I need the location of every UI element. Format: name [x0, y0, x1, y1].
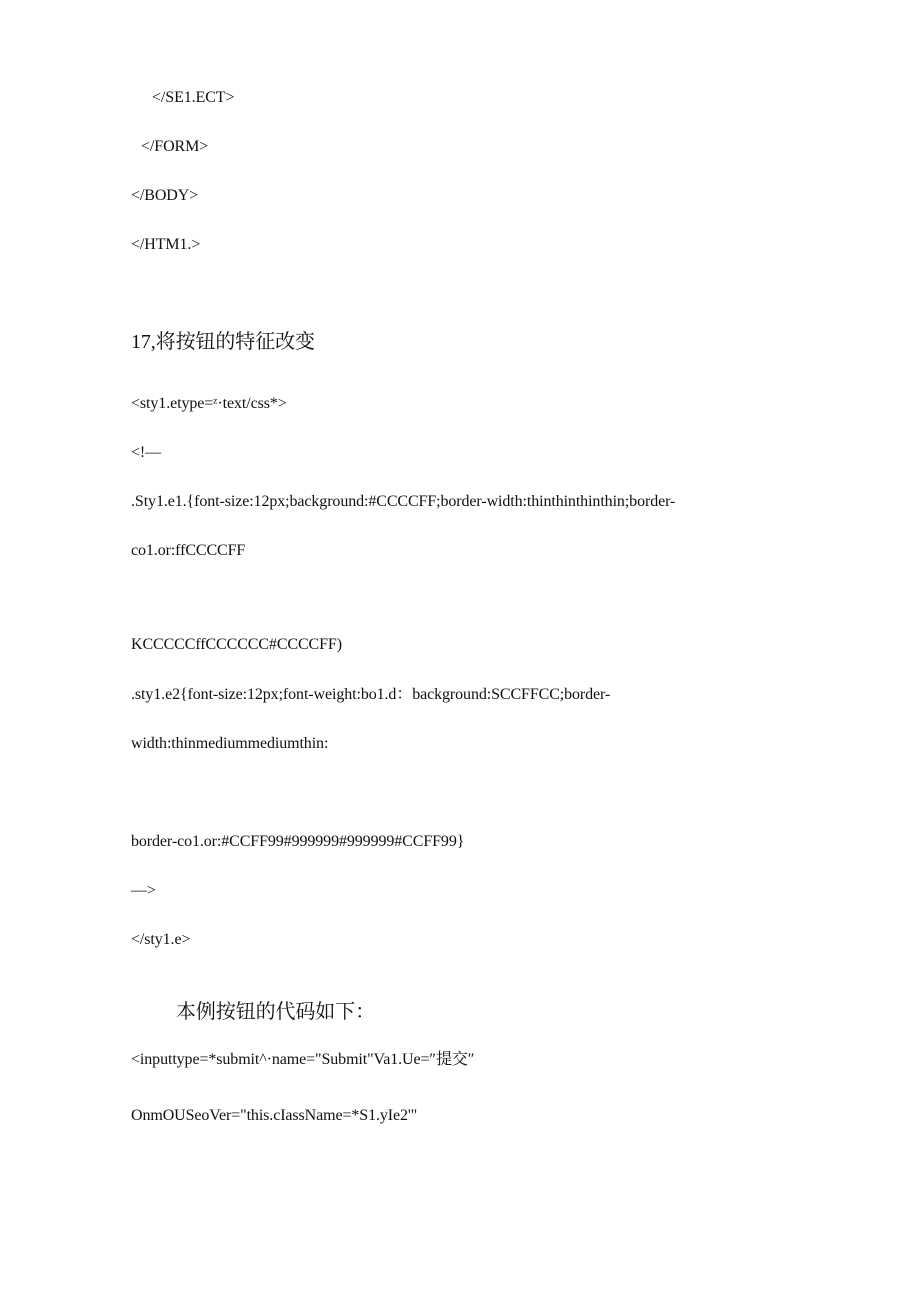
text-line-style2-color: border-co1.or:#CCFF99#999999#999999#CCFF99} [131, 833, 465, 850]
text-line-style2-rule: .sty1.e2{font-size:12px;font-weight:bo1.d：background:SCCFFCC;border- [131, 686, 611, 703]
text-line-comment-open: <!— [131, 444, 162, 461]
text-line-style2-width: width:thinmediummediumthin: [131, 735, 329, 752]
text-line-style-open: <sty1.etype=ᶻ·text/css*> [131, 395, 287, 412]
section-heading-17: 17,将按钮的特征改变 [131, 331, 315, 353]
text-line-style-close: </sty1.e> [131, 931, 191, 948]
text-line-input-tag: <inputtype=*submit^·name="Submit"Va1.Ue=″提交″ [131, 1051, 475, 1068]
text-line-html-close: </HTM1.> [131, 236, 201, 253]
text-line-select-close: </SE1.ECT> [152, 89, 235, 106]
text-line-style1-color: co1.or:ffCCCCFF [131, 542, 246, 559]
text-line-style1-color-values: KCCCCCffCCCCCC#CCCCFF) [131, 636, 342, 653]
text-line-body-close: </BODY> [131, 187, 199, 204]
text-line-mouseover: OnmOUSeoVer="this.cIassName=*S1.yIe2'" [131, 1107, 418, 1124]
text-line-form-close: </FORM> [141, 138, 209, 155]
code-intro-heading: 本例按钮的代码如下： [176, 1001, 375, 1023]
text-line-style1-rule: .Sty1.e1.{font-size:12px;background:#CCCCFF;border-width:thinthinthinthin;border- [131, 493, 676, 510]
text-line-comment-close: —> [131, 882, 156, 899]
